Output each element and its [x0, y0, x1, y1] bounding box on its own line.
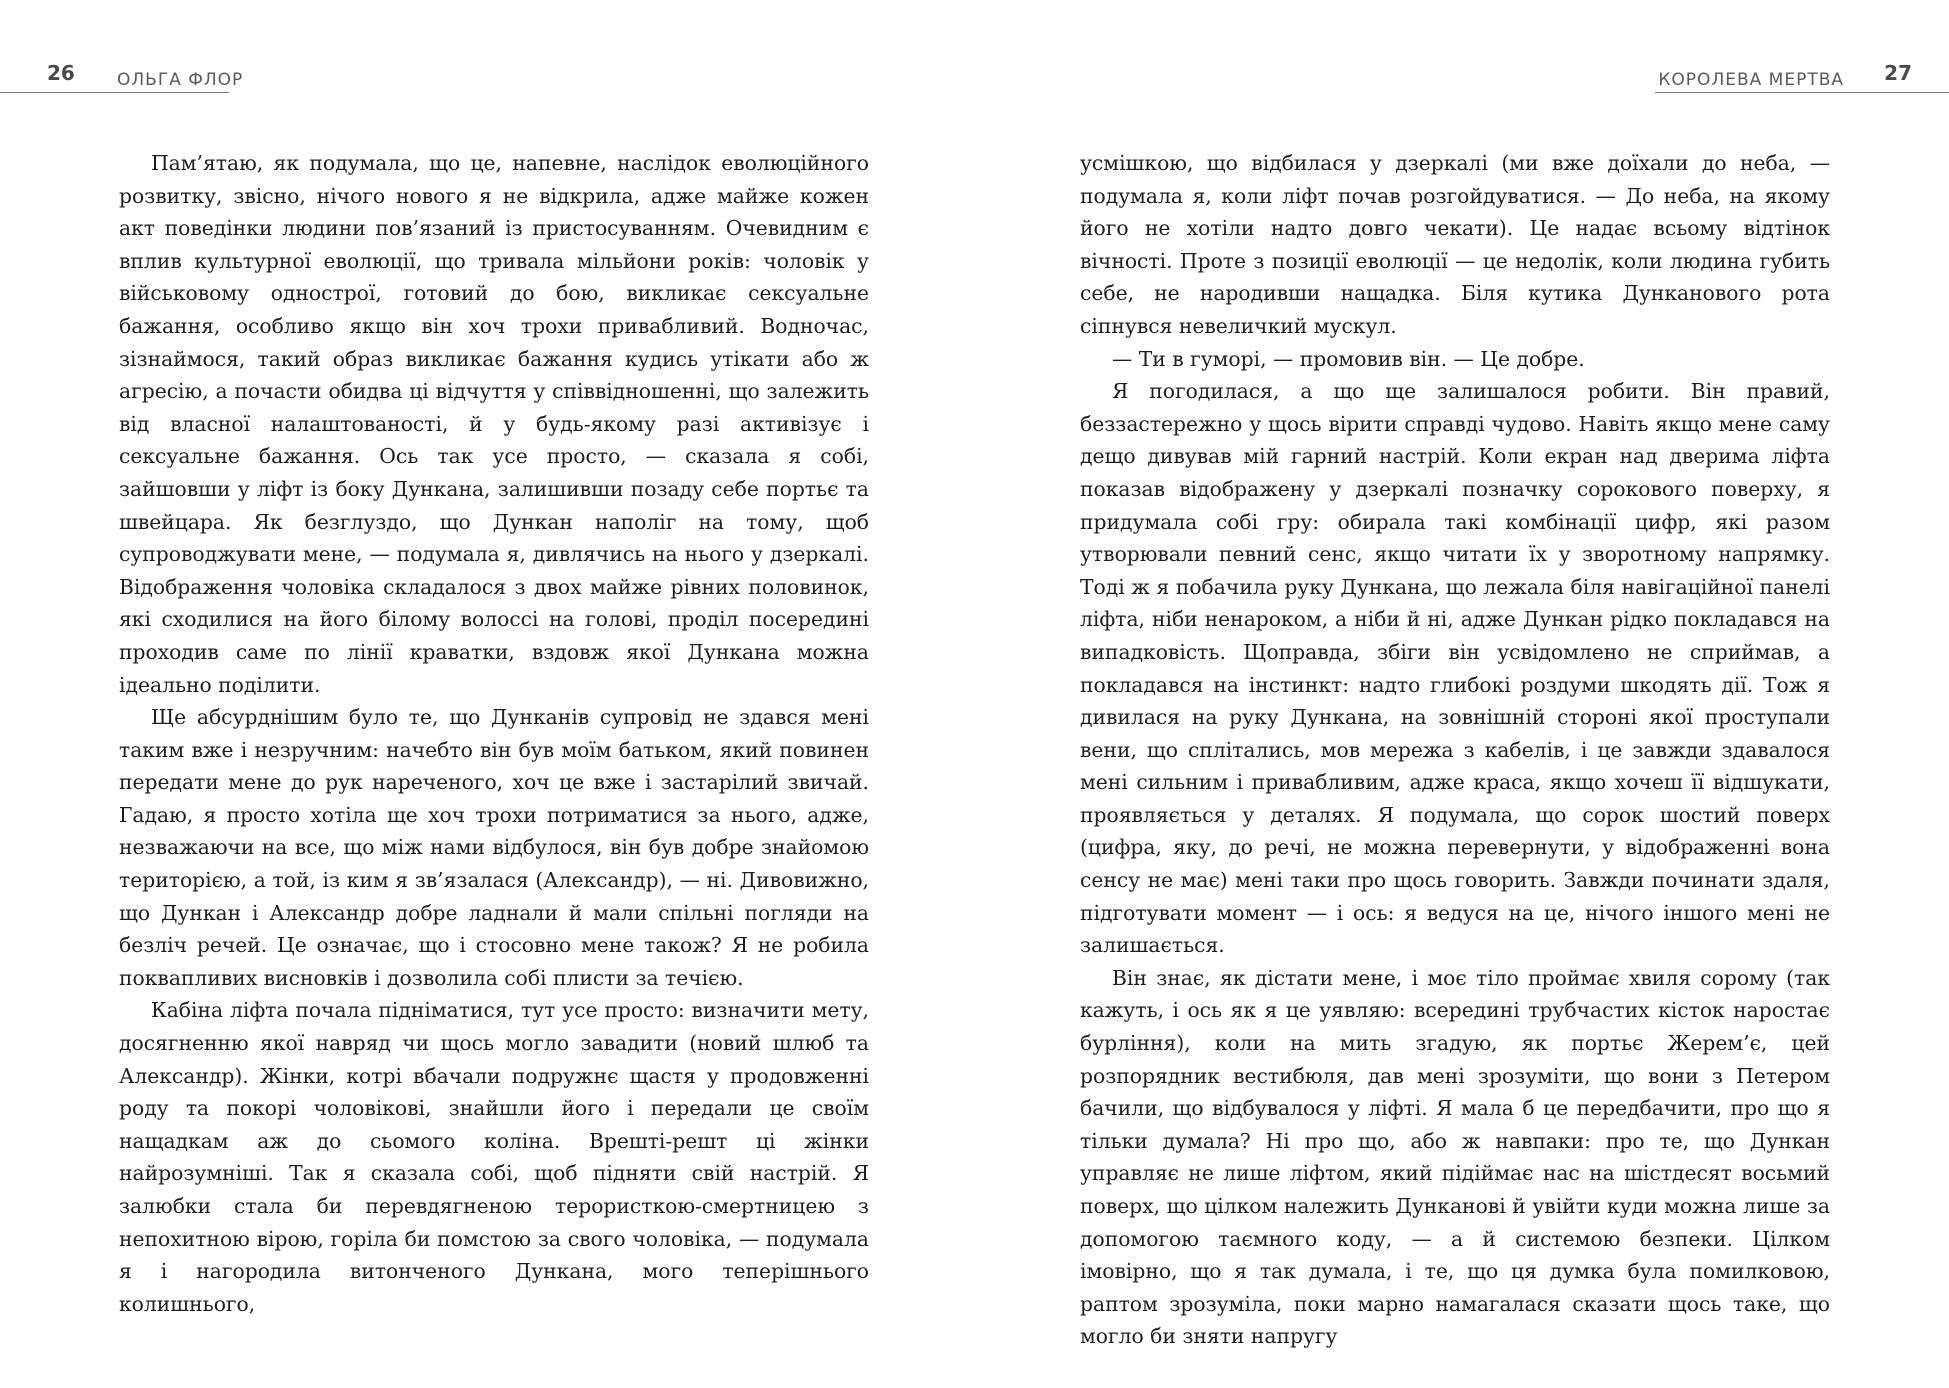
author-name: ОЛЬГА ФЛОР [117, 70, 244, 90]
running-head-right [1654, 58, 1949, 98]
paragraph: Я погодилася, а що ще залишалося робити. Він правий, беззастережно у щось вірити справді чудово. Навіть якщо мене саму дещо дивував мій гарний настрій. Коли екран над дверима ліфта показав відображену у дзеркалі позначку сорокового поверху, я придумала собі гру: обирала такі комбінації цифр, які разом утворювали певний сенс, якщо читати їх у зворотному напрямку. Тоді ж я побачила руку Дункана, що лежала біля навігаційної панелі ліфта, ніби ненароком, а ніби й ні, адже Дункан рідко покладався на випадковість. Щоправда, збіги він усвідомлено не сприймав, а покладався на інстинкт: надто глибокі роздуми шкодять дії. Тож я дивилася на руку Дункана, на зовнішній стороні якої проступали вени, що сплітались, мов мережа з кабелів, і це завжди здавалося мені сильним і привабливим, адже краса, якщо хочеш її відшукати, проявляється у деталях. Я подумала, що сорок шостий поверх (цифра, яку, до речі, не можна перевернути, у відображенні вона сенсу не має) мені таки про щось говорить. Завжди починати здаля, підготувати момент — і ось: я ведуся на це, нічого іншого мені не залишається. [1080, 379, 1830, 958]
paragraph: Пам’ятаю, як подумала, що це, напевне, наслідок еволюційного розвитку, звісно, нічого нового я не відкрила, адже майже кожен акт поведінки людини пов’язаний із пристосуванням. Очевидним є вплив культурної еволюції, що тривала мільйони років: чоловік у військовому однострої, готовий до бою, викликає сексуальне бажання, особливо якщо він хоч трохи привабливий. Водночас, зізнаймося, такий образ викликає бажання кудись утікати або ж агресію, а почасти обидва ці відчуття у співвідношенні, що залежить від власної налаштованості, й у будь-якому разі активізує і сексуальне бажання. Ось так усе просто, — сказала я собі, зайшовши у ліфт із боку Дункана, залишивши позаду себе портьє та швейцара. Як безглуздо, що Дункан наполіг на тому, щоб супроводжувати мене, — подумала я, дивлячись на нього у дзеркалі. Відображення чоловіка складалося з двох майже рівних половинок, які сходилися на його білому волоссі на голові, проділ посередині проходив саме по лінії краватки, вздовж якої Дункана можна ідеально поділити. [119, 151, 869, 697]
book-title: КОРОЛЕВА МЕРТВА [1658, 70, 1844, 90]
body-text [119, 147, 869, 1320]
dialogue-line: — Ти в гуморі, — промовив він. — Це добре. [1112, 346, 1585, 371]
body-text [1080, 147, 1830, 1353]
paragraph: усмішкою, що відбилася у дзеркалі (ми вже доїхали до неба, — подумала я, коли ліфт почав розгойдуватися. — До неба, на якому його не хотіли надто довго чекати). Це надає всьому відтінок вічності. Проте з позиції еволюції — це недолік, коли людина губить себе, не народивши нащадка. Біля кутика Дунканового рота сіпнувся невеличкий мускул. [1080, 151, 1830, 338]
paragraph: Кабіна ліфта почала підніматися, тут усе просто: визначити мету, досягненню якої навряд чи щось могло завадити (новий шлюб та Александр). Жінки, котрі вбачали подружнє щастя у продовженні роду та покорі чоловікові, знайшли його і передали це своїм нащадкам аж до сьомого коліна. Врешті-решт ці жінки найрозумніші. Так я сказала собі, щоб підняти свій настрій. Я залюбки стала би перевдягненою терористкою-смертницею з непохитною вірою, горіла би помстою за свого чоловіка, — подумала я і нагородила витонченого Дункана, мого теперішнього колишнього, [119, 998, 869, 1316]
paragraph: Він знає, як дістати мене, і моє тіло проймає хвиля сорому (так кажуть, і ось як я це уявляю: всередині трубчастих кісток наростає бурління), коли на мить згадую, як портьє Жерем’є, цей розпорядник вестибюля, дав мені зрозуміти, що вони з Петером бачили, що відбувалося у ліфті. Я мала б це передбачити, про що я тільки думала? Ні про що, або ж навпаки: про те, що Дункан управляє не лише ліфтом, який підіймає нас на шістдесят восьмий поверх, що цілком належить Дунканові й увійти куди можна лише за допомогою таємного коду, — а й системою безпеки. Цілком імовірно, що я так думала, і те, що ця думка була помилковою, раптом зрозуміла, поки марно намагалася сказати щось таке, що могло би зняти напругу [1080, 965, 1830, 1349]
header-rule [0, 92, 229, 93]
paragraph: Ще абсурднішим було те, що Дунканів супровід не здався мені таким вже і незручним: начебто він був моїм батьком, який повинен передати мене до рук нареченого, хоч це вже і застарілий звичай. Гадаю, я просто хотіла ще хоч трохи потриматися за нього, адже, незважаючи на все, що між нами відбулося, він був добре знайомою територією, а той, із ким я зв’язалася (Александр), — ні. Дивовижно, що Дункан і Александр добре ладнали й мали спільні погляди на безліч речей. Це означає, що і стосовно мене також? Я не робила поквапливих висновків і дозволила собі плисти за течією. [119, 705, 869, 990]
right-page [975, 0, 1949, 1388]
page-number: 26 [47, 61, 75, 85]
running-head-left [0, 58, 244, 98]
page-number: 27 [1884, 61, 1912, 85]
header-rule [1655, 92, 1949, 93]
